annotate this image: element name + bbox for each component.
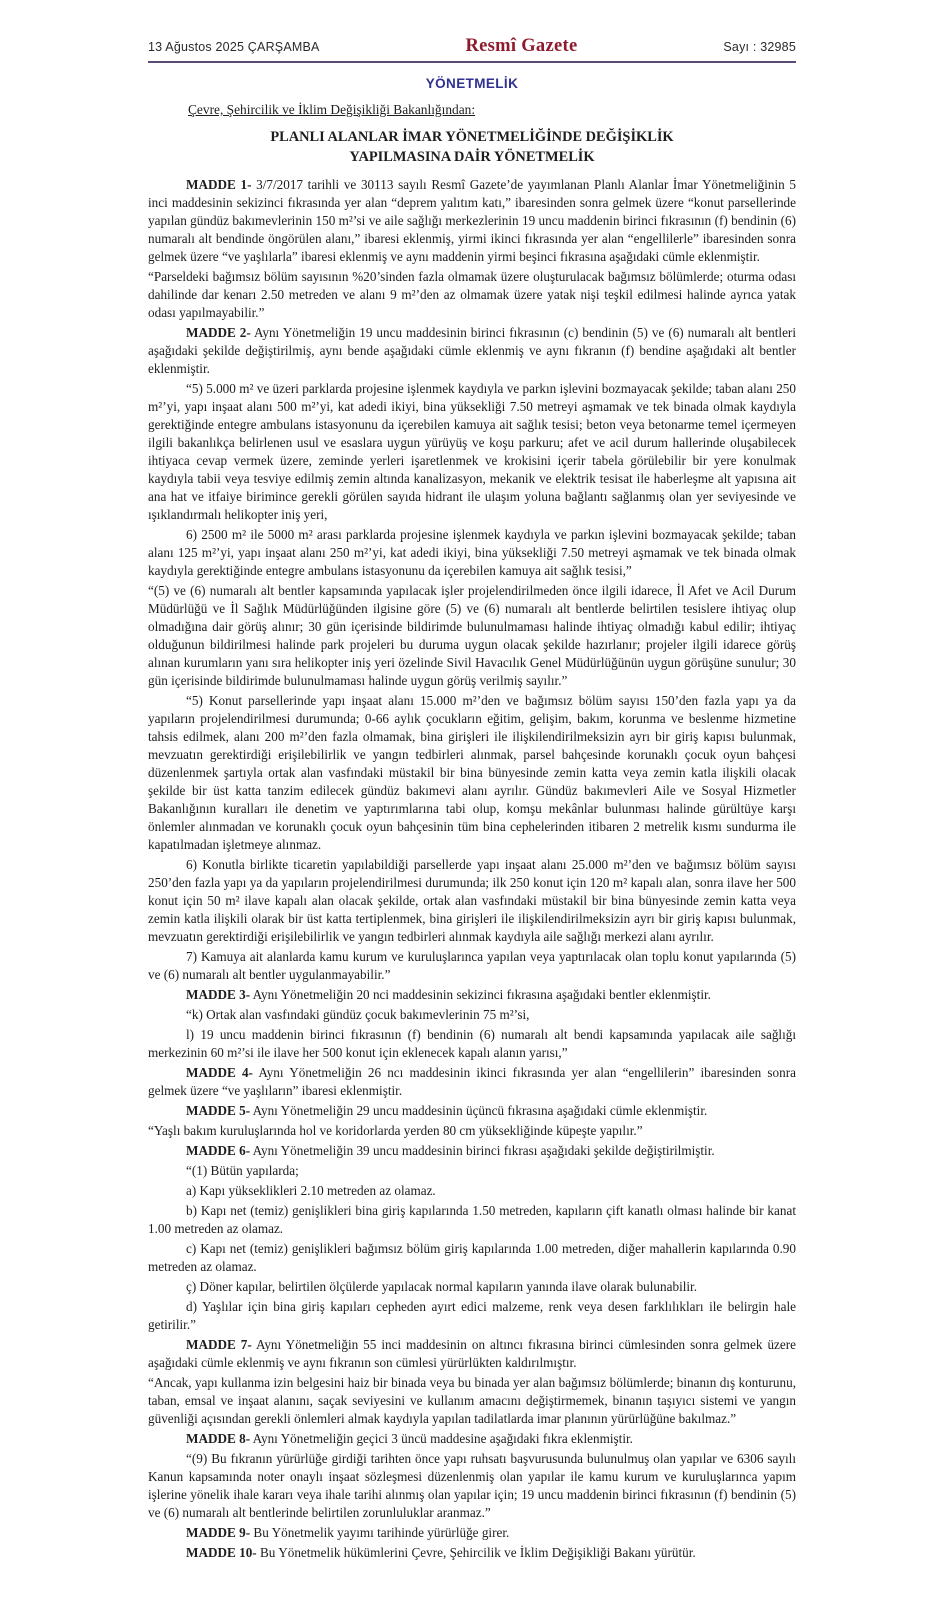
paragraph: a) Kapı yükseklikleri 2.10 metreden az olamaz. <box>186 1183 436 1198</box>
paragraph: MADDE 1- 3/7/2017 tarihli ve 30113 sayılı Resmî Gazete’de yayımlanan Planlı Alanlar İmar Yönetmeliğinin 5 inci maddesinin sekizinci fıkrasında yer alan “deprem yalıtım katı,” ibaresinden sonra gelmek üzere “konut parsellerinde yapılan gündüz bakımevlerinin 150 m²’si ve aile sağlığı merkezlerinin 19 uncu maddenin birinci fıkrasının (f) bendinin (6) numaralı alt bendinde öngörülen alanı,” ibaresi eklenmiş, yirmi ikinci fıkrasında yer alan “engellilerle” ibaresinden sonra gelmek üzere “ve yaşlılarla” ibaresi eklenmiş ve aynı maddenin yirmi beşinci fıkrasına aşağıdaki cümle eklenmiştir. <box>148 177 796 264</box>
paragraph: b) Kapı net (temiz) genişlikleri bina giriş kapılarında 1.50 metreden, kapıların çift kanatlı olması halinde bir kanat 1.00 metreden az olamaz. <box>148 1203 796 1236</box>
paragraph: “k) Ortak alan vasfındaki gündüz çocuk bakımevlerinin 75 m²’si, <box>186 1007 530 1022</box>
paragraph: MADDE 4- Aynı Yönetmeliğin 26 ncı maddesinin ikinci fıkrasında yer alan “engellilerin” ibaresinden sonra gelmek üzere “ve yaşlıların” ibaresi eklenmiştir. <box>148 1065 796 1098</box>
paragraph: “Yaşlı bakım kuruluşlarında hol ve koridorlarda yerden 80 cm yüksekliğinde küpeşte yapılır.” <box>148 1123 643 1138</box>
paragraph: c) Kapı net (temiz) genişlikleri bağımsız bölüm giriş kapılarında 1.00 metreden, diğer mahallerin kapılarında 0.90 metreden az olamaz. <box>148 1241 796 1274</box>
article-label: MADDE 3- <box>186 987 251 1002</box>
paragraph: MADDE 2- Aynı Yönetmeliğin 19 uncu maddesinin birinci fıkrasının (c) bendinin (5) ve (6) numaralı alt bentleri aşağıdaki şekilde değiştirilmiş, aynı bende aşağıdaki cümle eklenmiş ve aynı fıkranın (f) bendine aşağıdaki alt bentler eklenmiştir. <box>148 325 796 376</box>
regulation-title-line1: PLANLI ALANLAR İMAR YÖNETMELİĞİNDE DEĞİŞİKLİK <box>270 129 674 145</box>
paragraph: MADDE 6- Aynı Yönetmeliğin 39 uncu maddesinin birinci fıkrası aşağıdaki şekilde değiştirilmiştir. <box>186 1143 715 1158</box>
article-label: MADDE 9- <box>186 1525 251 1540</box>
paragraph: ç) Döner kapılar, belirtilen ölçülerde yapılacak normal kapıların yanında ilave olarak bulunabilir. <box>186 1279 698 1294</box>
paragraph: “5) Konut parsellerinde yapı inşaat alanı 15.000 m²’den ve bağımsız bölüm sayısı 150’den fazla yapı ya da yapıların projelendirilmesi durumunda; 0-66 aylık çocukların eğitim, gelişim, bakım, korunma ve beslenme hizmetine tahsis edilmek, alanı 200 m²’den fazla olmamak, bina girişleri ile ilişkilendirilmeksizin ayrı bir giriş kapısı bulunmak, mevzuatın gerektirdiği erişilebilirlik ve yangın tedbirleri alınmak, parsel bahçesinde korunaklı çocuk oyun bahçesi düzenlenmek şartıyla ortak alan vasfındaki müstakil bir bina bünyesinde zemin katta veya zemin katla ilişkili olacak şekilde bir üst katta tanzim edilecek gündüz bakımevi alanı ayrılır. Gündüz bakımevleri Aile ve Sosyal Hizmetler Bakanlığının kuralları ile denetim ve yaptırımlarına tabi olup, komşu mekânlar bulunması halinde gürültüye karşı önlemler alınmadan ve korunaklı çocuk oyun bahçesinin tüm bina cephelerinden itibaren 2 metrelik kısmı sundurma ile kapatılmadan işletmeye alınmaz. <box>148 693 796 852</box>
paragraph: “Ancak, yapı kullanma izin belgesini haiz bir binada veya bu binada yer alan bağımsız bölümlerde; binanın dış konturunu, taban, emsal ve inşaat alanını, saçak seviyesini ve kullanım amacını değiştirmemek, binanın taşıyıcı sistemi ve yangın güvenliği açısından gerekli önlemleri almak kaydıyla yapılan tadilatlarda imar planının yürürlüğüne bakılmaz.” <box>148 1375 796 1426</box>
article-label: MADDE 6- <box>186 1143 251 1158</box>
paragraph: “Parseldeki bağımsız bölüm sayısının %20’sinden fazla olmamak üzere oluşturulacak bağımsız bölümlerde; oturma odası dahilinde dar kenarı 2.50 metreden ve alanı 9 m²’den az olmamak üzere yatak nişi teşkil edilmesi halinde ayrıca yatak odası yapılmayabilir.” <box>148 269 796 320</box>
regulation-title-line2: YAPILMASINA DAİR YÖNETMELİK <box>349 149 595 165</box>
paragraph: l) 19 uncu maddenin birinci fıkrasının (f) bendinin (6) numaralı alt bendi kapsamında yapılacak aile sağlığı merkezinin 60 m²’si ile ilave her 500 konut için eklenecek kapalı alanın yarısı,” <box>148 1027 796 1060</box>
paragraph: MADDE 5- Aynı Yönetmeliğin 29 uncu maddesinin üçüncü fıkrasına aşağıdaki cümle eklenmiştir. <box>186 1103 708 1118</box>
paragraph: “(5) ve (6) numaralı alt bentler kapsamında yapılacak işler projelendirilmeden önce ilgili idarece, İl Afet ve Acil Durum Müdürlüğü ve İl Sağlık Müdürlüğünden ilgisine göre (5) ve (6) numaralı alt bentlerde belirtilen tesislere ihtiyaç olup olmadığına dair görüş alınır; 30 gün içerisinde bildirimde bulunulmaması halinde ihtiyaç olmadığı kabul edilir; ihtiyaç olduğunun bildirilmesi halinde park projeleri bu duruma uygun olacak şekilde hazırlanır; projeler ilgili idarece görüş alınan kurumların yanı sıra helikopter iniş yeri özelinde Sivil Havacılık Genel Müdürlüğünün uygun görüşüne sunulur; 30 gün içerisinde bildirimde bulunulmaması halinde uygun görüş verilmiş sayılır.” <box>148 583 796 688</box>
issue-number: Sayı : 32985 <box>723 40 796 54</box>
paragraph: “5) 5.000 m² ve üzeri parklarda projesine işlenmek kaydıyla ve parkın işlevini bozmayacak şekilde; taban alanı 250 m²’yi, yapı inşaat alanı 500 m²’yi, kat adedi ikiyi, bina yüksekliği 7.50 metreyi aşmamak ve tek binada olmak kaydıyla gerektiğinde entegre ambulans istasyonunu da içerebilen kamuya ait sağlık tesisi; beton veya betonarme temel içermeyen ilgili bakanlıkça belirlenen usul ve esaslara uygun yürüyüş ve koşu parkuru; afet ve acil durum hallerinde oluşabilecek ihtiyaca cevap vermek üzere, zeminde yerleri işaretlenmek ve krokisini içerir tabela görülebilir bir yere konulmak kaydıyla tabii veya tesviye edilmiş zemin altında kanalizasyon, mekanik ve elektrik tesisat ile haberleşme alt yapısına ait ana hat ve itfaiye birimince gerekli görülen sayıda hidrant ile ulaşım yoluna bağlantı sağlanmış olan yer seviyesinde ve ışıklandırmalı helikopter iniş yeri, <box>148 381 796 522</box>
article-label: MADDE 2- <box>186 325 251 340</box>
article-label: MADDE 5- <box>186 1103 251 1118</box>
document-body <box>148 176 796 1562</box>
section-heading: YÖNETMELİK <box>425 76 519 91</box>
page-header <box>148 36 796 57</box>
article-label: MADDE 1- <box>186 177 252 192</box>
paragraph: 6) Konutla birlikte ticaretin yapılabildiği parsellerde yapı inşaat alanı 25.000 m²’den ve bağımsız bölüm sayısı 250’den fazla yapı ya da yapıların projelendirilmesi durumunda; ilk 250 konut için 120 m² kapalı alan, sonra ilave her 500 konut için 50 m² ilave kapalı alan olacak şekilde, ortak alan vasfındaki müstakil bir bina bünyesinde zemin katta veya zemin katla ilişkili olarak bir üst katta tertiplenmek, bina girişleri ile ilişkilendirilmeksizin ayrı bir giriş kapısı bulunmak, mevzuatın gerektirdiği erişilebilirlik ve yangın tedbirleri alınmak kaydıyla aile sağlığı merkezi alanı ayrılır. <box>148 857 796 944</box>
paragraph: MADDE 9- Bu Yönetmelik yayımı tarihinde yürürlüğe girer. <box>186 1525 510 1540</box>
paragraph: “(9) Bu fıkranın yürürlüğe girdiği tarihten önce yapı ruhsatı başvurusunda bulunulmuş olan yapılar ve 6306 sayılı Kanun kapsamında noter onaylı inşaat sözleşmesi düzenlenmiş olan yapılar ile kamu kurum ve kuruluşlarınca yapım işlerine yönelik ihale kararı veya ihale tarihi alınmış olan yapılar için; 19 uncu maddenin birinci fıkrasının (f) bendinin (5) ve (6) numaralı alt bentlerinde belirtilen zorunluluklar aranmaz.” <box>148 1451 796 1520</box>
paragraph: d) Yaşlılar için bina giriş kapıları cepheden ayırt edici malzeme, renk veya desen farklılıkları ile belirgin hale getirilir.” <box>148 1299 796 1332</box>
header-divider <box>148 61 796 63</box>
paragraph: MADDE 7- Aynı Yönetmeliğin 55 inci maddesinin on altıncı fıkrasına birinci cümlesinden sonra gelmek üzere aşağıdaki cümle eklenmiş ve aynı fıkranın son cümlesi yürürlükten kaldırılmıştır. <box>148 1337 796 1370</box>
paragraph: 6) 2500 m² ile 5000 m² arası parklarda projesine işlenmek kaydıyla ve parkın işlevini bozmayacak şekilde; taban alanı 125 m²’yi, yapı inşaat alanı 250 m²’yi, kat adedi ikiyi, bina yüksekliği 7.50 metreyi aşmamak ve tek binada olmak kaydıyla gerektiğinde entegre ambulans istasyonunu da içerebilen kamuya ait sağlık tesisi,” <box>148 527 796 578</box>
publication-date: 13 Ağustos 2025 ÇARŞAMBA <box>148 40 320 54</box>
article-label: MADDE 10- <box>186 1545 257 1560</box>
article-label: MADDE 4- <box>186 1065 253 1080</box>
regulation-title <box>148 127 796 167</box>
paragraph: MADDE 8- Aynı Yönetmeliğin geçici 3 üncü maddesine aşağıdaki fıkra eklenmiştir. <box>186 1431 633 1446</box>
article-label: MADDE 7- <box>186 1337 252 1352</box>
paragraph: “(1) Bütün yapılarda; <box>186 1163 299 1178</box>
paragraph: MADDE 10- Bu Yönetmelik hükümlerini Çevre, Şehircilik ve İklim Değişikliği Bakanı yürütür. <box>186 1545 696 1560</box>
paragraph: MADDE 3- Aynı Yönetmeliğin 20 nci maddesinin sekizinci fıkrasına aşağıdaki bentler eklenmiştir. <box>186 987 711 1002</box>
paragraph: 7) Kamuya ait alanlarda kamu kurum ve kuruluşlarınca yapılan veya yaptırılacak olan toplu konut yapılarında (5) ve (6) numaralı alt bentler uygulanmayabilir.” <box>148 949 796 982</box>
article-label: MADDE 8- <box>186 1431 251 1446</box>
gazette-title: Resmî Gazete <box>465 36 578 56</box>
ministry-line: Çevre, Şehircilik ve İklim Değişikliği Bakanlığından: <box>188 102 476 117</box>
